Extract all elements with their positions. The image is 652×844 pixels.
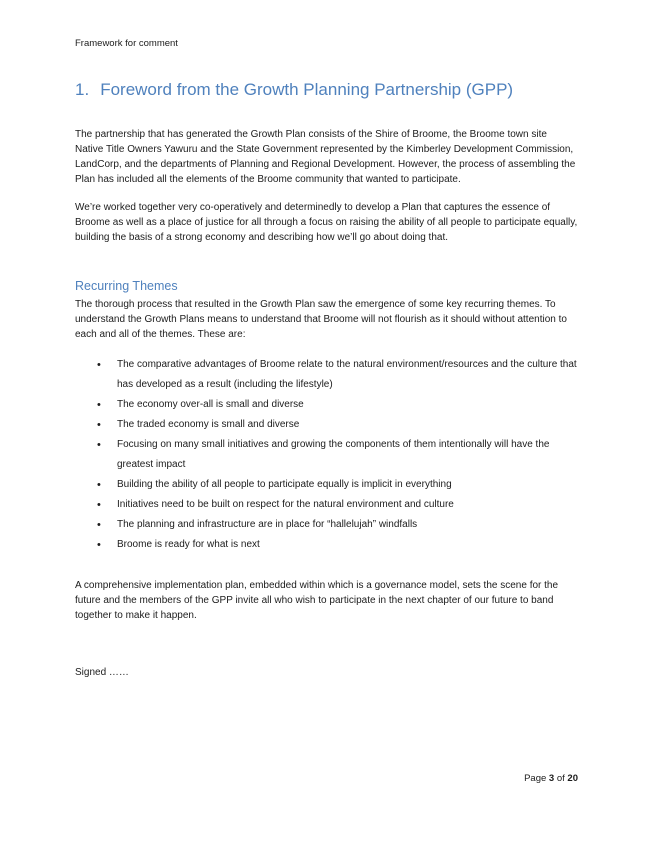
bullet-item: • Initiatives need to be built on respect for the natural environment and culture bbox=[75, 495, 578, 515]
heading-number: 1. bbox=[75, 80, 90, 99]
section-heading-1 bbox=[75, 79, 578, 101]
footer-page-label: Page bbox=[524, 773, 549, 784]
bullet-item: • Broome is ready for what is next bbox=[75, 535, 578, 555]
bullet-item: • The planning and infrastructure are in place for “hallelujah” windfalls bbox=[75, 515, 578, 535]
page-number-footer bbox=[524, 772, 578, 785]
footer-total-pages: 20 bbox=[567, 773, 578, 784]
subsection-heading-recurring-themes: Recurring Themes bbox=[75, 279, 178, 293]
document-header-text: Framework for comment bbox=[75, 38, 178, 49]
footer-of-label: of bbox=[554, 773, 568, 784]
bullet-item: • Focusing on many small initiatives and growing the components of them intentionally will have the greatest impact bbox=[75, 435, 578, 475]
themes-bullet-list bbox=[75, 355, 578, 555]
paragraph-closing: A comprehensive implementation plan, embedded within which is a governance model, sets the scene for the future and the members of the GPP invite all who wish to participate in the next chapter of our future to band together to make it happen. bbox=[75, 580, 559, 621]
paragraph-cooperation: We’re worked together very co-operatively and determinedly to develop a Plan that captures the essence of Broome as well as a place of justice for all through a focus on raising the ability of all people to participate equally, building the basis of a strong economy and describing how we’ll go about doing that. bbox=[75, 202, 578, 243]
bullet-item: • The economy over-all is small and diverse bbox=[75, 395, 578, 415]
bullet-item: • The traded economy is small and diverse bbox=[75, 415, 578, 435]
footer-current-page: 3 bbox=[548, 773, 555, 784]
paragraph-partnership: The partnership that has generated the Growth Plan consists of the Shire of Broome, the Broome town site Native Title Owners Yawuru and the State Government represented by the Kimberley Development Commission, LandCorp, and the departments of Planning and Regional Development. However, the process of assembling the Plan has included all the elements of the Broome community that wanted to participate. bbox=[75, 129, 576, 185]
signed-line: Signed …… bbox=[75, 667, 129, 678]
heading-title: Foreword from the Growth Planning Partnership (GPP) bbox=[100, 80, 514, 99]
bullet-item: • Building the ability of all people to participate equally is implicit in everything bbox=[75, 475, 578, 495]
bullet-item: • The comparative advantages of Broome relate to the natural environment/resources and the culture that has developed as a result (including the lifestyle) bbox=[75, 355, 578, 395]
document-content bbox=[75, 0, 578, 680]
paragraph-themes-intro: The thorough process that resulted in the Growth Plan saw the emergence of some key recurring themes. To understand the Growth Plans means to understand that Broome will not flourish as it should without attention to each and all of the themes. These are: bbox=[75, 299, 567, 340]
